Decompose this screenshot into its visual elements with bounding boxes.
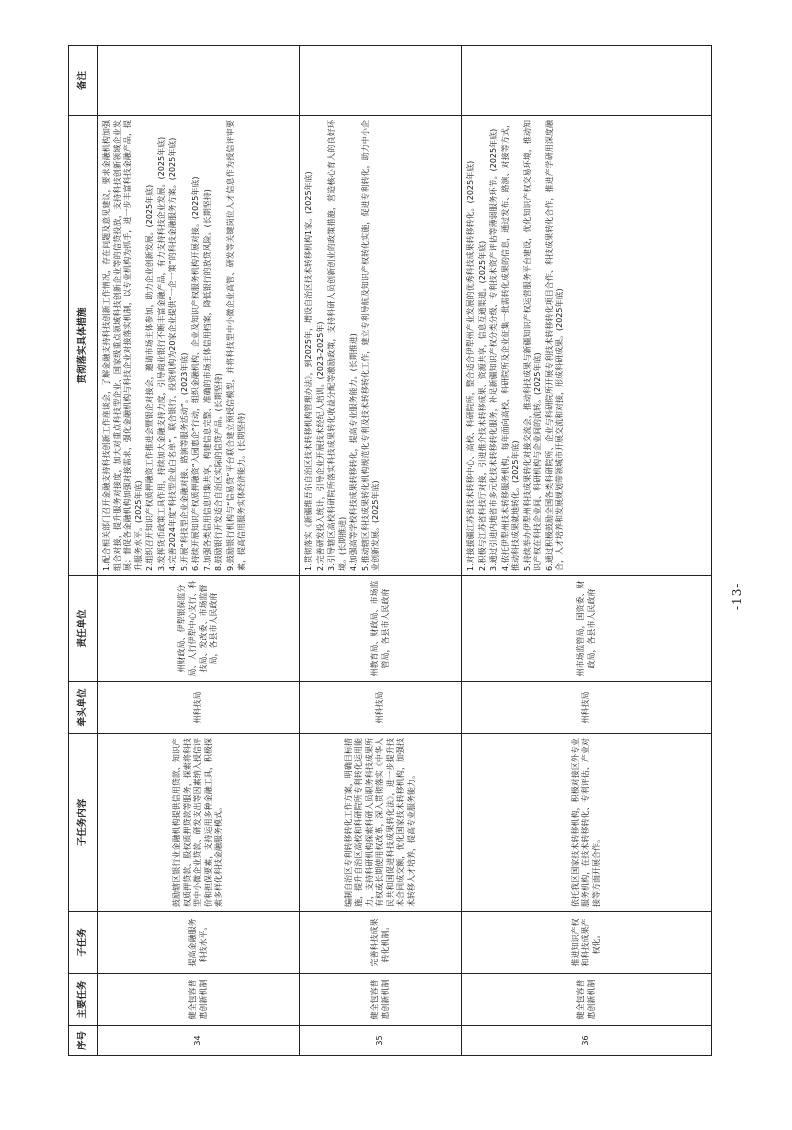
row-main-task: 健全包容普惠创新机制 xyxy=(98,974,300,1026)
header-row xyxy=(69,46,98,1056)
row-lead: 州科技局 xyxy=(98,682,300,734)
row-sub-task: 推进知识产权和科技成果产权化。 xyxy=(462,912,712,974)
row-measures xyxy=(462,116,712,576)
measure-item: 4.完善2024年度“科技型企业白名单”，联合银行、投资机构为20家企业提供“一企一策”的科技金融服务方案。(2025年底) xyxy=(168,137,178,571)
header-sub-task: 子任务 xyxy=(69,912,98,974)
row-content: 鼓励辖区银行业金融机构提供信用贷款、知识产权质押贷款、股权质押贷款等服务，探索将科技型中小微企业贷款、研发支出等因素纳入授信评价和担保要素，支持运用多种金融工具，积极探索多样化科技金融服务模式。 xyxy=(98,734,300,912)
header-remarks: 备注 xyxy=(69,46,98,116)
row-main-task: 健全包容普惠创新机制 xyxy=(300,974,462,1026)
header-lead: 牵头单位 xyxy=(69,682,98,734)
row-seq: 35 xyxy=(300,1026,462,1056)
row-main-task: 健全包容普惠创新机制 xyxy=(462,974,712,1026)
row-remarks xyxy=(300,46,462,116)
row-measures xyxy=(300,116,462,576)
measure-item: 5.推动辖区科技成果转化机构规范化专利及技术转移转化工作，建立专利导航及知识产权转化实施，促进专利转化，助力中小企业创新发展。(2025年底) xyxy=(360,120,381,571)
row-seq: 34 xyxy=(98,1026,300,1056)
row-sub-task: 提高金融服务科技水平。 xyxy=(98,912,300,974)
header-main-task: 主要任务 xyxy=(69,974,98,1026)
measure-item: 8.鼓励银行开发适合自治区实际的信贷产品。(长期坚持) xyxy=(214,373,224,571)
row-responsible: 州市场监管局，国资委、财政局，各县市人民政府 xyxy=(462,576,712,682)
row-seq: 36 xyxy=(462,1026,712,1056)
measure-item: 5.开展“科技型企业金融对接、路演等服务活动”。(2023年底) xyxy=(179,352,189,571)
task-table xyxy=(68,45,712,1056)
row-remarks xyxy=(98,46,300,116)
page-number: -13- xyxy=(730,582,744,610)
row-sub-task: 完善科技成果转化机制。 xyxy=(300,912,462,974)
row-lead: 州科技局 xyxy=(300,682,462,734)
row-measures xyxy=(98,116,300,576)
measure-item: 2.积极与江苏省科技厅对接，引进推介技术转移成果、资源共享，信息互通渠道。(2025年底) xyxy=(477,240,487,571)
measure-item: 9.鼓励银行机构与“信易贷”平台联合建立预授信模型，并将科技型中小微企业高管、研发等关键岗位人才信息作为授信评审要素，提高信用服务实体经济能力。(长期坚持) xyxy=(226,120,246,571)
row-responsible: 州教育局、财政局、市场监管局，各县市人民政府 xyxy=(300,576,462,682)
measure-item: 1.贯彻落实《新疆维吾尔自治区技术转移机构管理办法》，到2025年，增设自治区技术转移机构1家。(2025年底) xyxy=(304,171,313,571)
row-content: 编制自治区专利转移转化工作方案，明确目标措施，提升自治区高校和科研院所专利转化运用能力，支持科研机构探索科研人员职务科技成果所有权或长期使用权改革，深入贯彻落实《中华人民共和国促进科技成果转化法》，进一步提升技术合同成交额，优化国家技术转移机构，加强技术转移人才培养，提高专业服务能力。 xyxy=(300,734,462,912)
header-responsible: 责任单位 xyxy=(69,576,98,682)
measure-item: 4.依托伊犁州技术转移服务机构，每年面向高校、科研院所及企业征集一批需转化成果的信息，通过发布、路演、对接等方式，推动科技成果就地转化。(2025年底) xyxy=(500,120,521,571)
table-row xyxy=(98,46,300,1056)
row-lead: 州科技局 xyxy=(462,682,712,734)
measure-item: 2.完善研发投入统计，引导企业开展技术经纪人培训。(2023-2025年) xyxy=(315,321,325,571)
measure-item: 7.加强各类信用信息归集共享，构建信息完整、准确的市场主体信用档案，降低银行的放贷风险。(长期坚持) xyxy=(202,189,212,571)
measure-item: 4.加强高等学校科技成果转移转化，提高专业服务能力。(长期推进) xyxy=(349,333,359,571)
measure-item: 3.通过引进内地省市多元化技术转移转化服务，补足新疆知识产权分类分级、专利技术资产评估等薄弱服务环节。(2025年底) xyxy=(489,128,499,571)
table-row xyxy=(462,46,712,1056)
header-seq: 序号 xyxy=(69,1026,98,1056)
measure-item: 6.持续开展知识产权质押融资“入园惠企”行动，组织金融机构、企业及知识产权服务机构开展对接。(2025年底) xyxy=(191,176,201,571)
header-measures: 贯彻落实具体措施 xyxy=(69,116,98,576)
measure-item: 2.组织召开知识产权质押融资工作推进会暨银企对接会，邀请市场主体参加，助力企业创新发展。(2025年底) xyxy=(145,184,155,571)
header-content: 子任务内容 xyxy=(69,734,98,912)
measure-item: 1.对接援疆江苏省技术转移中心、高校、科研院所，整合适合伊犁州产业发展的优秀科技成果转移转化。(2025年底) xyxy=(466,160,475,571)
measure-item: 5.持续举办伊犁州科技成果转化对接交流会，推动科技成果与新疆知识产权运营服务平台建设，优化知识产权交易环境，推动知识产权在科技企业间、科研机构与企业间的流转。(2025年底) xyxy=(522,120,543,571)
row-remarks xyxy=(462,46,712,116)
measure-item: 1.配合相关部门召开金融支持科技创新工作座谈会，了解金融支持科技创新工作情况，存在问题及意见建议，要求金融机构加强组合对接，提升服务对接度，加大对重点科技型企业、国家级重点领域科技创新企业等的信贷投放，支持科技创新领域企业发展；督促各金融机构加强对接需求，强化金融机构与科技企业对接落实机制，以专业机构为抓手，进一步丰富科技金融产品，提升服务水平。(2025年底) xyxy=(102,120,143,571)
table-row xyxy=(300,46,462,1056)
measure-item: 3.发挥货币政策工具作用，持续加大金融支持力度，引导商业银行不断丰富金融产品，有力支持科技企业发展。(2025年底) xyxy=(156,136,166,571)
row-content: 依托我区国家技术转移机构，积极对接区外专业服务机构，在技术转移转化、专利评估、产业对接等方面开展合作。 xyxy=(462,734,712,912)
row-responsible: 州财政局、伊犁银保监分局、人行伊犁中心支行、科技局、发改委、市场监督局，各县市人民政府 xyxy=(98,576,300,682)
measure-item: 6.通过积极鼓励全国各类科研院所、企业与科研院所开展专利技术转移转化项目合作、科技成果转化合作，推进产学研用深度融合，人才培养和发展规划带领城市开展交流和对接，形成科研成果。(2025年底) xyxy=(544,120,565,571)
measure-item: 3.引导辖区高校科研院所落实科技成果转化收益分配等激励政策，支持科研人员创新创业的政策措施，营造核心育人的良好环境。(长期推进) xyxy=(327,120,347,571)
